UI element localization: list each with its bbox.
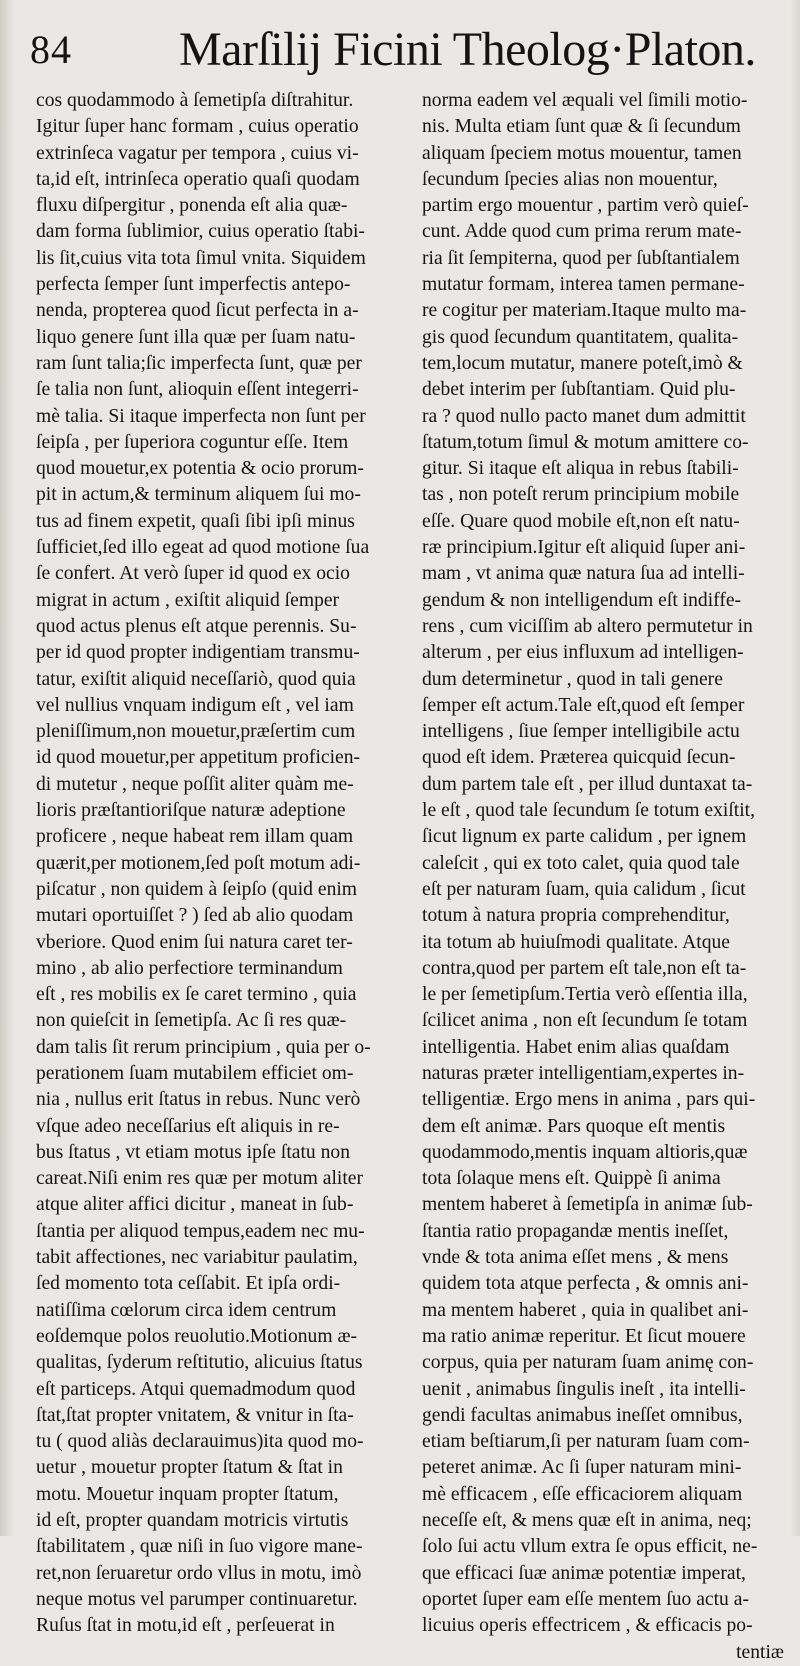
text-line: naturas præter intelligentiam,expertes in- (422, 1062, 745, 1084)
text-line: corpus, quia per naturam ſuam animę con- (422, 1352, 754, 1374)
text-line: dum partem tale eſt , per illud duntaxat ta- (422, 773, 753, 795)
text-line: perationem ſuam mutabilem efficiet om- (36, 1062, 354, 1084)
text-line: nia , nullus erit ſtatus in rebus. Nunc verò (36, 1089, 361, 1111)
text-line: mino , ab alio perfectiore terminandum (36, 957, 343, 979)
text-line: totum à natura propria comprehenditur, (422, 905, 730, 927)
text-line: vberiore. Quod enim ſui natura caret ter- (36, 931, 353, 953)
text-line: re cogitur per materiam.Itaque multo ma- (422, 300, 747, 322)
text-line: lioris præſtantioriſque naturæ adeptione (36, 800, 346, 822)
text-line: eſt particeps. Atqui quemadmodum quod (36, 1378, 356, 1400)
text-line: vel nullius vnquam indigum eſt , vel iam (36, 694, 354, 716)
text-line: Igitur ſuper hanc formam , cuius operatio (36, 116, 359, 138)
text-line: ra ? quod nullo pacto manet dum admittit (422, 405, 746, 427)
text-line: cunt. Adde quod cum prima rerum mate- (422, 221, 742, 243)
text-line: quod mouetur,ex potentia & ocio prorum- (36, 458, 364, 480)
text-line: ſtabilitatem , quæ niſi in ſuo vigore mane- (36, 1536, 363, 1558)
text-line: norma eadem vel æquali vel ſimili motio- (422, 90, 748, 111)
text-line: ram ſunt talia;ſic imperfecta ſunt, quæ per (36, 352, 362, 374)
text-line: lis ſit,cuius vita tota ſimul vnita. Siquidem (36, 247, 366, 269)
page-header (24, 22, 784, 80)
text-line: dem eſt animæ. Pars quoque eſt mentis (422, 1115, 726, 1137)
text-line: licuius operis effectricem , & efficacis po- (422, 1615, 753, 1637)
text-line: ſtantia ratio propagandæ mentis ineſſet, (422, 1220, 729, 1242)
running-head: Marſilij Ficini Theolog·Platon. (179, 23, 756, 76)
text-line: Ruſus ſtat in motu,id eſt , perſeuerat in (36, 1615, 335, 1637)
text-line: uenit , animabus ſingulis ineſt , ita intelli- (422, 1378, 746, 1400)
text-line: ta,id eſt, intrinſeca operatio quaſi quodam (36, 168, 360, 190)
text-line: mè efficacem , eſſe efficaciorem aliquam (422, 1483, 743, 1505)
text-line: ria ſit ſempiterna, quod per ſubſtantialem (422, 247, 740, 269)
text-line: que efficaci ſuæ animæ potentiæ imperat, (422, 1562, 746, 1584)
page-number: 84 (30, 27, 72, 72)
text-line: vſque adeo neceſſarius eſt aliquis in re- (36, 1115, 340, 1137)
text-line: ræ principium.Igitur eſt aliquid ſuper ani- (422, 537, 746, 559)
text-line: bus ſtatus , vt etiam motus ipſe ſtatu non (36, 1141, 351, 1163)
text-line: nis. Multa etiam ſunt quæ & ſi ſecundum (422, 116, 741, 138)
text-line: partim ergo mouentur , partim verò quieſ- (422, 195, 749, 217)
text-line: fluxu diſpergitur , ponenda eſt alia quæ- (36, 195, 348, 217)
text-line: tem,locum mutatur, manere poteſt,imò & (422, 352, 743, 374)
text-line: ſemper eſt actum.Tale eſt,quod eſt ſemper (422, 694, 745, 716)
text-line: eſſe. Quare quod mobile eſt,non eſt natu- (422, 510, 740, 532)
left-text-column (36, 88, 406, 1637)
text-line: oportet ſuper eam eſſe mentem ſuo actu a- (422, 1588, 749, 1610)
text-line: ſecundum ſpecies alias non mouentur, (422, 168, 718, 190)
text-line: etiam beſtiarum,ſi per naturam ſuam com- (422, 1431, 750, 1453)
text-line: ſtatum,totum ſimul & motum amittere co- (422, 431, 749, 453)
text-line: pit in actum,& terminum aliquem ſui mo- (36, 484, 361, 506)
text-line: tota ſolaque mens eſt. Quippè ſi anima (422, 1168, 721, 1190)
text-line: motu. Mouetur inquam propter ſtatum, (36, 1483, 339, 1505)
text-line: tabit affectiones, nec variabitur paulatim, (36, 1247, 358, 1269)
text-line: mutatur formam, interea tamen permane- (422, 274, 745, 296)
text-line: ſe talia non ſunt, alioquin eſſent integerri- (36, 379, 359, 401)
text-line: debet interim per ſubſtantiam. Quid plu- (422, 379, 736, 401)
text-line: ma ratio animæ reperitur. Et ſicut mouere (422, 1325, 746, 1347)
text-line: le per ſemetipſum.Tertia verò eſſentia illa, (422, 984, 748, 1006)
text-line: mè talia. Si itaque imperfecta non ſunt per (36, 405, 366, 427)
text-line: careat.Niſi enim res quæ per motum aliter (36, 1168, 363, 1190)
text-line: neceſſe eſt, & mens quæ eſt in anima, neq; (422, 1510, 752, 1532)
text-line: intelligens , ſiue ſemper intelligibile actu (422, 721, 740, 743)
text-line: quærit,per motionem,ſed poſt motum adi- (36, 852, 361, 874)
text-line: non quieſcit in ſemetipſa. Ac ſi res quæ- (36, 1010, 347, 1032)
text-line: quidem tota atque perfecta , & omnis ani- (422, 1273, 749, 1295)
text-line: peteret animæ. Ac ſi ſuper naturam mini- (422, 1457, 742, 1479)
text-line: ſicut lignum ex parte calidum , per ignem (422, 826, 747, 848)
text-line: ſcilicet anima , non eſt ſecundum ſe totam (422, 1010, 748, 1032)
text-line: tu ( quod aliàs declarauimus)ita quod mo- (36, 1431, 364, 1453)
text-line: id eſt, propter quandam motricis virtutis (36, 1510, 349, 1532)
text-line: ſufficiet,ſed illo egeat ad quod motione ſua (36, 537, 370, 559)
text-line: tatur, exiſtit aliquid neceſſariò, quod quia (36, 668, 356, 690)
page-edge-left (0, 0, 14, 1536)
text-line: per id quod propter indigentiam transmu- (36, 642, 360, 664)
text-line: cos quodammodo à ſemetipſa diſtrahitur. (36, 90, 354, 111)
text-line: contra,quod per partem eſt tale,non eſt ta- (422, 957, 747, 979)
text-line: tas , non poteſt rerum principium mobile (422, 484, 740, 506)
text-line: gendum & non intelligendum eſt indiffe- (422, 589, 742, 611)
text-line: gitur. Si itaque eſt aliqua in rebus ſtabili- (422, 458, 739, 480)
text-line: quod actus plenus eſt atque perennis. Su- (36, 615, 357, 637)
text-line: mentem haberet à ſemetipſa in animæ ſub- (422, 1194, 753, 1216)
text-line: caleſcit , qui ex toto calet, quia quod tale (422, 852, 740, 874)
text-line: qualitas, ſyderum reſtitutio, alicuius ſtatus (36, 1352, 363, 1374)
text-line: quod eſt idem. Præterea quicquid ſecun- (422, 747, 736, 769)
text-line: neque motus vel parumper continuaretur. (36, 1588, 358, 1610)
text-line: pleniſſimum,non mouetur,præſertim cum (36, 721, 356, 743)
text-line: tentiæ (736, 1641, 784, 1663)
text-line: ma mentem haberet , quia in qualibet ani- (422, 1299, 749, 1321)
text-line: ſeipſa , per ſuperiora coguntur eſſe. Item (36, 431, 349, 453)
text-line: ſtantia per aliquod tempus,eadem nec mu- (36, 1220, 365, 1242)
text-line: rens , cum viciſſim ab altero permutetur in (422, 615, 753, 637)
text-line: dam forma ſublimior, cuius operatio ſtabi- (36, 221, 365, 243)
text-line: piſcatur , non quidem à ſeipſo (quid enim (36, 878, 358, 900)
text-line: id quod mouetur,per appetitum proficien- (36, 747, 361, 769)
text-line: extrinſeca vagatur per tempora , cuius vi- (36, 142, 359, 164)
text-line: ſe confert. At verò ſuper id quod ex ocio (36, 563, 350, 585)
text-line: gis quod ſecundum quantitatem, qualita- (422, 326, 739, 348)
text-line: quodammodo,mentis inquam altioris,quæ (422, 1141, 748, 1163)
text-line: mam , vt anima quæ natura ſua ad intelli- (422, 563, 745, 585)
text-line: ſtat,ſtat propter vnitatem, & vnitur in ſta- (36, 1404, 354, 1426)
text-line: uetur , mouetur propter ſtatum & ſtat in (36, 1457, 343, 1479)
text-line: di mutetur , neque poſſit aliter quàm me- (36, 773, 354, 795)
text-line: le eſt , quod tale ſecundum ſe totum exiſtit, (422, 800, 756, 822)
text-line: nenda, propterea quod ſicut perfecta in a- (36, 300, 359, 322)
text-line: natiſſima cœlorum circa idem centrum (36, 1299, 337, 1321)
text-line: tus ad finem expetit, quaſi ſibi ipſi minus (36, 510, 355, 532)
text-line: dum determinetur , quod in tali genere (422, 668, 723, 690)
text-line: migrat in actum , exiſtit aliquid ſemper (36, 589, 340, 611)
text-line: ſolo ſui actu vllum extra ſe opus efficit, ne- (422, 1536, 758, 1558)
text-line: ita totum ab huiuſmodi qualitate. Atque (422, 931, 731, 953)
text-line: atque aliter affici dicitur , maneat in ſub- (36, 1194, 354, 1216)
text-line: vnde & tota anima eſſet mens , & mens (422, 1247, 729, 1269)
text-line: liquo genere ſunt illa quæ per ſuam natu- (36, 326, 356, 348)
text-line: intelligentia. Habet enim alias quaſdam (422, 1036, 730, 1058)
text-line: perfecta ſemper ſunt imperfectis antepo- (36, 274, 351, 296)
text-line: proficere , neque habeat rem illam quam (36, 826, 354, 848)
text-line: alterum , per eius influxum ad intelligen- (422, 642, 744, 664)
text-line: aliquam ſpeciem motus mouentur, tamen (422, 142, 742, 164)
right-text-column (422, 88, 792, 1663)
text-line: telligentiæ. Ergo mens in anima , pars qui- (422, 1089, 756, 1111)
text-line: dam talis ſit rerum principium , quia per o- (36, 1036, 371, 1058)
text-line: gendi facultas animabus ineſſet omnibus, (422, 1404, 743, 1426)
text-line: ret,non ſeruaretur ordo vllus in motu, imò (36, 1562, 362, 1584)
text-line: eſt per naturam ſuam, quia calidum , ſicut (422, 878, 746, 900)
text-line: eoſdemque polos reuolutio.Motionum æ- (36, 1325, 358, 1347)
text-line: mutari oportuiſſet ? ) ſed ab alio quodam (36, 905, 354, 927)
text-line: ſed momento tota ceſſabit. Et ipſa ordi- (36, 1273, 341, 1295)
text-line: eſt , res mobilis ex ſe caret termino , quia (36, 984, 357, 1006)
